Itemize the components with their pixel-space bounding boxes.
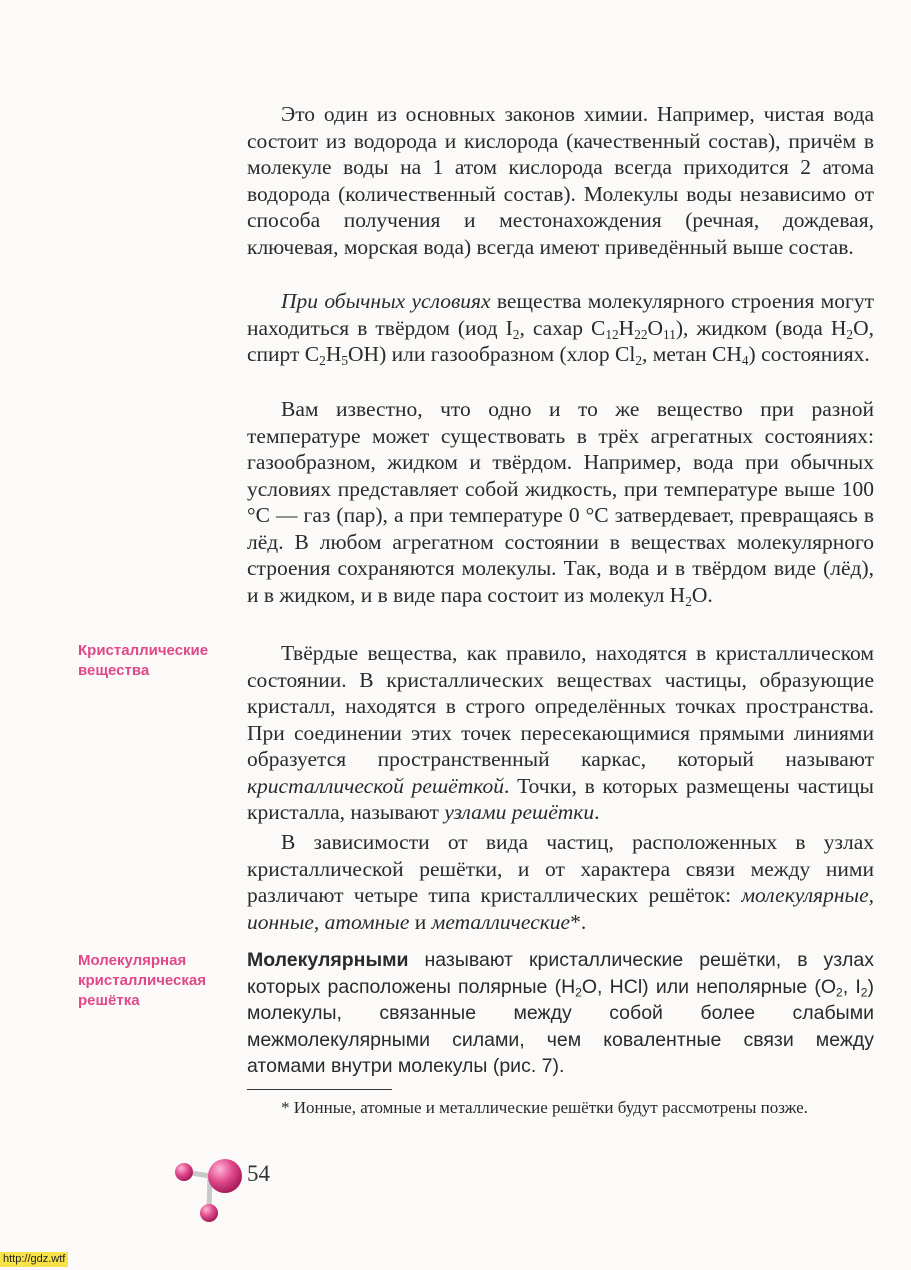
text-run: вещества молекулярного строения могут находиться в твёрдом (иод I (247, 289, 874, 340)
footnote-text: * Ионные, атомные и металлические решётки будут рассмотрены позже. (281, 1098, 808, 1117)
text-run: , сахар C (519, 315, 606, 340)
bold-term: Молекулярными (247, 949, 409, 971)
text-run: . Точки, в которых размещены частицы кристалла, называют (247, 773, 874, 824)
text-run: *. (570, 909, 587, 934)
subscript: 2 (685, 593, 692, 609)
italic-term: узлами решётки (444, 800, 595, 824)
paragraph-law-of-composition (247, 101, 874, 260)
italic-term: кристаллической решёткой (247, 773, 504, 798)
subscript: 2 (512, 326, 520, 342)
subscript: 2 (319, 352, 326, 368)
paragraph-states-of-matter (247, 396, 874, 608)
paragraph-molecular-lattice (247, 947, 874, 1080)
text-run: O, спирт C (247, 315, 874, 366)
text-run: O. (691, 582, 713, 607)
margin-note-molecular-lattice: Молекулярная кристаллическая решётка (78, 952, 206, 1009)
text-run: . (594, 800, 600, 824)
text-run: и (409, 909, 432, 934)
text-run: O (647, 315, 664, 340)
margin-note-crystalline-substances: Кристаллические вещества (78, 642, 209, 679)
subscript: 4 (741, 352, 749, 368)
italic-term: молекулярные, ионные, атомные (247, 883, 874, 934)
text-run: H (618, 315, 635, 340)
footnote (247, 1097, 874, 1119)
text-run: ) молекулы, связанные между собой более слабыми межмолекулярными силами, чем ковалентные связи между атомами внутри молекулы (рис. 7). (247, 975, 874, 1077)
watermark-link[interactable]: http://gdz.wtf (0, 1252, 68, 1267)
text-run: , метан CH (642, 342, 742, 366)
subscript: 2 (836, 985, 843, 1000)
subscript: 2 (575, 985, 582, 1000)
italic-term: металлические (431, 909, 571, 934)
text-run: Твёрдые вещества, как правило, находятся в кристаллическом состоянии. В кристаллических веществах частицы, образующие кристалл, находятся в строго определённых точках пространства. При соединении этих точек пересекающимися прямыми линиями образуется пространственный каркас, который называют (247, 641, 874, 771)
text-run: ) состояниях. (748, 342, 870, 366)
page-number: 54 (247, 1161, 270, 1186)
subscript: 2 (635, 352, 642, 368)
text-run: H (325, 342, 342, 366)
text-run: O, HCl) или неполярные (O (581, 975, 837, 998)
text-run: OH) или газообразном (хлор Cl (348, 342, 636, 366)
text-run: , I (842, 975, 861, 998)
paragraph-crystal-lattice (247, 640, 874, 826)
paragraph-lattice-types (247, 829, 874, 935)
text-run: Вам известно, что одно и то же вещество при разной температуре может существовать в трёх агрегатных состояниях: газообразном, жидком и твёрдом. Например, вода при обычных условиях представляет собой жидкость, при температуре выше 100 °C — газ (пар), а при температуре 0 °C затвердевает, превращаясь в лёд. В любом агрегатном состоянии в веществах молекулярного строения сохраняются молекулы. Так, вода и в твёрдом виде (лёд), и в жидком, и в виде пара состоит из молекул H (247, 397, 874, 607)
subscript: 5 (341, 352, 349, 368)
molecule-icon (172, 1152, 252, 1227)
text-run: называют кристаллические решётки, в узлах которых расположены полярные (H (247, 949, 874, 998)
text-run: В зависимости от вида частиц, расположенных в узлах кристаллической решётки, и от характера связи между ними различают четыре типа кристаллических решёток: (247, 830, 874, 907)
subscript: 2 (846, 326, 854, 342)
footnote-divider (247, 1089, 392, 1090)
italic-term: При обычных условиях (281, 289, 491, 313)
subscript: 2 (860, 985, 868, 1000)
subscript: 11 (663, 326, 676, 342)
subscript: 12 (605, 326, 619, 342)
subscript: 22 (634, 326, 648, 342)
paragraph-text: Это один из основных законов химии. Например, чистая вода состоит из водорода и кислорода (качественный состав), причём в молекуле воды на 1 атом кислорода всегда приходится 2 атома водорода (количественный состав). Молекулы воды независимо от способа получения и местонахождения (речная, дождевая, ключевая, морская вода) всегда имеют приведённый выше состав. (247, 102, 874, 259)
text-run: ), жидком (вода H (675, 315, 847, 340)
paragraph-normal-conditions (247, 288, 874, 368)
